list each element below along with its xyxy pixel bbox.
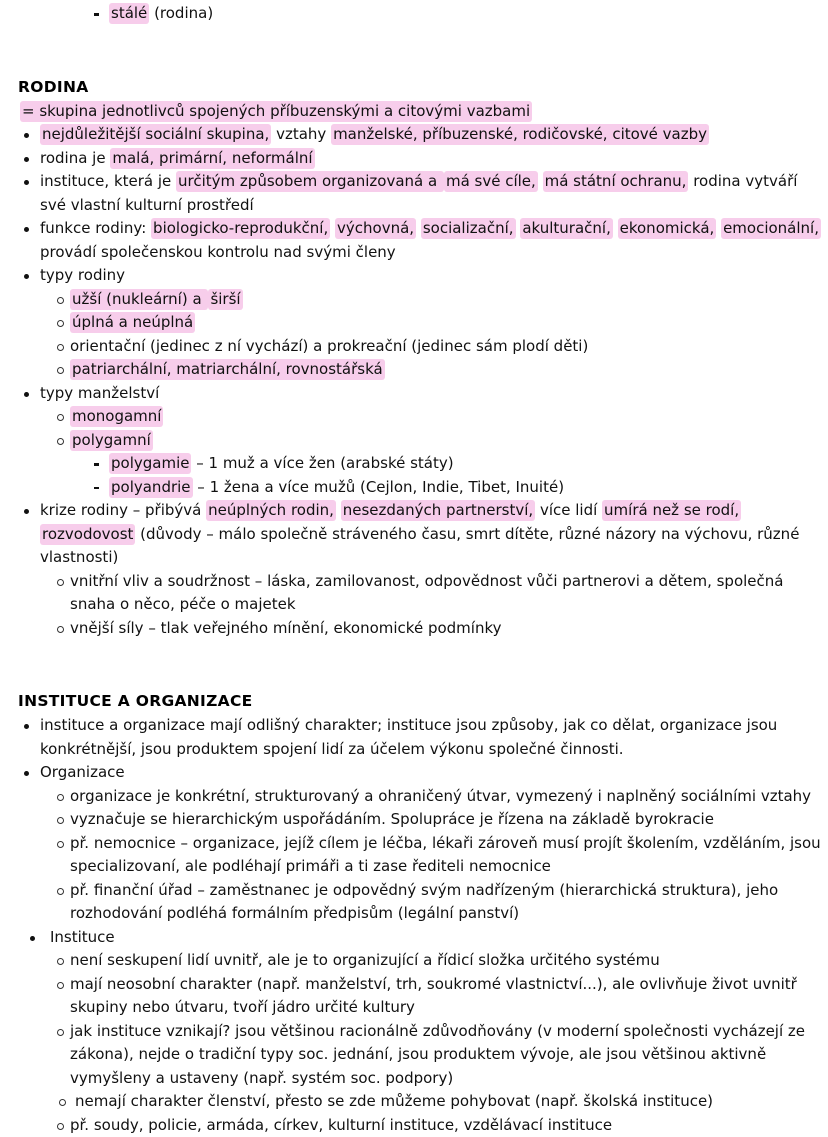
list-item bbox=[56, 785, 828, 809]
plain-text: vnitřní vliv a soudržnost – láska, zamilovanost, odpovědnost vůči partnerovi a dětem, společná snaha o něco, péče o majetek bbox=[70, 572, 783, 614]
highlighted-text: biologicko-reprodukční, bbox=[151, 218, 330, 239]
plain-text: mají neosobní charakter (např. manželství, trh, soukromé vlastnictví...), ale ovlivňuje život uvnitř skupiny nebo útvaru, tvoří jádro určité kultury bbox=[70, 975, 797, 1017]
list-item-text bbox=[109, 453, 454, 474]
section-spacer bbox=[0, 26, 828, 48]
plain-text: – 1 žena a více mužů (Cejlon, Indie, Tibet, Inuité) bbox=[193, 478, 565, 496]
list-item bbox=[20, 382, 828, 406]
plain-text: – 1 muž a více žen (arabské státy) bbox=[191, 454, 453, 472]
list-item bbox=[20, 217, 828, 264]
plain-text: organizace je konkrétní, strukturovaný a ohraničený útvar, vymezený i naplněný sociálními vztahy bbox=[70, 787, 811, 805]
plain-text: rodina je bbox=[40, 149, 110, 167]
highlighted-text: akulturační, bbox=[520, 218, 613, 239]
highlighted-text: polygamie bbox=[109, 453, 191, 474]
highlighted-text: užší (nukleární) a bbox=[70, 289, 208, 310]
plain-text: př. finanční úřad – zaměstnanec je odpovědný svým nadřízeným (hierarchická struktura), jeho rozhodování podléhá formálním předpisům (legální panství) bbox=[70, 881, 778, 923]
list-item-text bbox=[40, 124, 709, 145]
plain-text: jak instituce vznikají? jsou většinou racionálně zdůvodňovány (v moderní společnosti vycházejí ze zákona), nejde o tradiční typy soc. jednání, jsou produktem vývoje, ale jsou většinou aktivně vymyšleny a ustaveny (např. systém soc. podpory) bbox=[70, 1022, 805, 1087]
list-item bbox=[20, 170, 828, 217]
list-item bbox=[58, 1090, 828, 1114]
list-item bbox=[20, 714, 828, 761]
list-item bbox=[56, 1114, 828, 1137]
section-heading-instituce-a-organizace: INSTITUCE A ORGANIZACE bbox=[18, 692, 828, 710]
section-heading-rodina: RODINA bbox=[18, 78, 828, 96]
list-item bbox=[92, 476, 828, 500]
plain-text: nemají charakter členství, přesto se zde můžeme pohybovat (např. školská instituce) bbox=[75, 1092, 713, 1110]
plain-text: rodina vytváří své vlastní kulturní prostředí bbox=[40, 172, 797, 214]
list-item bbox=[20, 761, 828, 785]
plain-text: př. nemocnice – organizace, jejíž cílem je léčba, lékaři zároveň musí projít školením, vzděláním, jsou specializovaní, ale podléhají primáři a ti zase řediteli nemocnice bbox=[70, 834, 821, 876]
highlighted-text: širší bbox=[208, 289, 242, 310]
list-item bbox=[56, 808, 828, 832]
list-item bbox=[92, 2, 828, 26]
list-item-text bbox=[40, 500, 799, 566]
highlighted-text: úplná a neúplná bbox=[70, 312, 195, 333]
list-item-text bbox=[70, 834, 821, 876]
list-item bbox=[28, 926, 828, 950]
highlighted-text: emocionální, bbox=[721, 218, 821, 239]
highlighted-text: má své cíle, bbox=[444, 171, 538, 192]
list-item bbox=[56, 832, 828, 879]
highlighted-text: umírá než se rodí, bbox=[602, 500, 741, 521]
plain-text: provádí společenskou kontrolu nad svými členy bbox=[40, 243, 396, 261]
list-item-text bbox=[70, 359, 385, 380]
list-item bbox=[20, 264, 828, 288]
list-item-text bbox=[70, 975, 797, 1017]
list-item-text bbox=[40, 763, 125, 781]
top-fragment-line bbox=[109, 3, 213, 24]
plain-text: více lidí bbox=[535, 501, 602, 519]
list-item-text bbox=[50, 928, 115, 946]
list-item bbox=[20, 100, 828, 124]
list-item-text bbox=[70, 430, 153, 451]
plain-text: instituce a organizace mají odlišný charakter; instituce jsou způsoby, jak co dělat, organizace jsou konkrétnější, jsou produktem spojení lidí za účelem výkonu společné činnosti. bbox=[40, 716, 777, 758]
list-item-text bbox=[109, 477, 564, 498]
plain-text: (rodina) bbox=[149, 4, 213, 22]
list-item bbox=[56, 405, 828, 429]
list-item bbox=[56, 973, 828, 1020]
plain-text: př. soudy, policie, armáda, církev, kulturní instituce, vzdělávací instituce bbox=[70, 1116, 612, 1134]
highlighted-text: = skupina jednotlivců spojených příbuzenskými a citovými vazbami bbox=[20, 101, 532, 122]
plain-text bbox=[538, 172, 543, 190]
list-item bbox=[20, 499, 828, 570]
plain-text: krize rodiny – přibývá bbox=[40, 501, 206, 519]
plain-text: není seskupení lidí uvnitř, ale je to organizující a řídicí složka určitého systému bbox=[70, 951, 660, 969]
list-item-text bbox=[70, 1022, 805, 1087]
list-item-text bbox=[70, 337, 588, 355]
list-item bbox=[56, 617, 828, 641]
highlighted-text: má státní ochranu, bbox=[543, 171, 689, 192]
highlighted-text: monogamní bbox=[70, 406, 163, 427]
plain-text bbox=[336, 501, 341, 519]
list-item-text bbox=[70, 406, 163, 427]
list-item bbox=[56, 429, 828, 453]
list-item bbox=[56, 1020, 828, 1091]
list-item-text bbox=[70, 289, 243, 310]
plain-text: typy manželství bbox=[40, 384, 159, 402]
list-item-text bbox=[40, 266, 125, 284]
plain-text: vztahy bbox=[271, 125, 331, 143]
plain-text: vnější síly – tlak veřejného mínění, ekonomické podmínky bbox=[70, 619, 502, 637]
sections-root bbox=[0, 26, 828, 1137]
list-item-text bbox=[40, 384, 159, 402]
highlighted-text: nejdůležitější sociální skupina, bbox=[40, 124, 271, 145]
list-item-text bbox=[70, 572, 783, 614]
list-item bbox=[56, 311, 828, 335]
plain-text: (důvody – málo společně stráveného času, smrt dítěte, různé názory na výchovu, různé vlastnosti) bbox=[40, 525, 799, 567]
plain-text: typy rodiny bbox=[40, 266, 125, 284]
highlighted-text: neúplných rodin, bbox=[206, 500, 336, 521]
plain-text bbox=[613, 219, 618, 237]
list-item-text bbox=[70, 951, 660, 969]
list-item bbox=[20, 147, 828, 171]
list-item bbox=[56, 288, 828, 312]
highlighted-text: malá, primární, neformální bbox=[110, 148, 314, 169]
list-item-text bbox=[70, 619, 502, 637]
list-item-text bbox=[40, 171, 797, 214]
plain-text: Instituce bbox=[50, 928, 115, 946]
list-item-text bbox=[70, 881, 778, 923]
highlighted-text: polyandrie bbox=[109, 477, 193, 498]
list-item-text bbox=[40, 218, 821, 261]
highlighted-text: manželské, příbuzenské, rodičovské, citové vazby bbox=[331, 124, 709, 145]
highlighted-text: určitým způsobem organizovaná a bbox=[176, 171, 444, 192]
list-item-text bbox=[40, 148, 315, 169]
list-item-text bbox=[70, 810, 714, 828]
list-item bbox=[56, 335, 828, 359]
plain-text: vyznačuje se hierarchickým uspořádáním. Spolupráce je řízena na základě byrokracie bbox=[70, 810, 714, 828]
highlighted-text: nesezdaných partnerství, bbox=[341, 500, 535, 521]
highlighted-text: socializační, bbox=[421, 218, 516, 239]
top-fragment-list bbox=[0, 2, 828, 26]
list-item-text bbox=[70, 787, 811, 805]
plain-text: funkce rodiny: bbox=[40, 219, 151, 237]
plain-text: Organizace bbox=[40, 763, 125, 781]
list-item-text bbox=[70, 312, 195, 333]
list-item bbox=[56, 358, 828, 382]
list-rodina bbox=[0, 100, 828, 641]
highlighted-text: polygamní bbox=[70, 430, 153, 451]
highlighted-text: ekonomická, bbox=[618, 218, 717, 239]
section-spacer bbox=[0, 640, 828, 662]
list-item-text bbox=[40, 716, 777, 758]
list-item bbox=[56, 949, 828, 973]
highlighted-text: výchovná, bbox=[335, 218, 416, 239]
list-item bbox=[20, 123, 828, 147]
list-item-text bbox=[20, 101, 532, 122]
list-item-text bbox=[75, 1092, 713, 1110]
plain-text: instituce, která je bbox=[40, 172, 176, 190]
highlighted-text: rozvodovost bbox=[40, 524, 135, 545]
list-item bbox=[56, 879, 828, 926]
list-item bbox=[56, 570, 828, 617]
plain-text: orientační (jedinec z ní vychází) a prokreační (jedinec sám plodí děti) bbox=[70, 337, 588, 355]
list-item-text bbox=[70, 1116, 612, 1134]
highlighted-text: patriarchální, matriarchální, rovnostářská bbox=[70, 359, 385, 380]
list-item bbox=[92, 452, 828, 476]
list-instituce-a-organizace bbox=[0, 714, 828, 1137]
highlighted-text: stálé bbox=[109, 3, 149, 24]
